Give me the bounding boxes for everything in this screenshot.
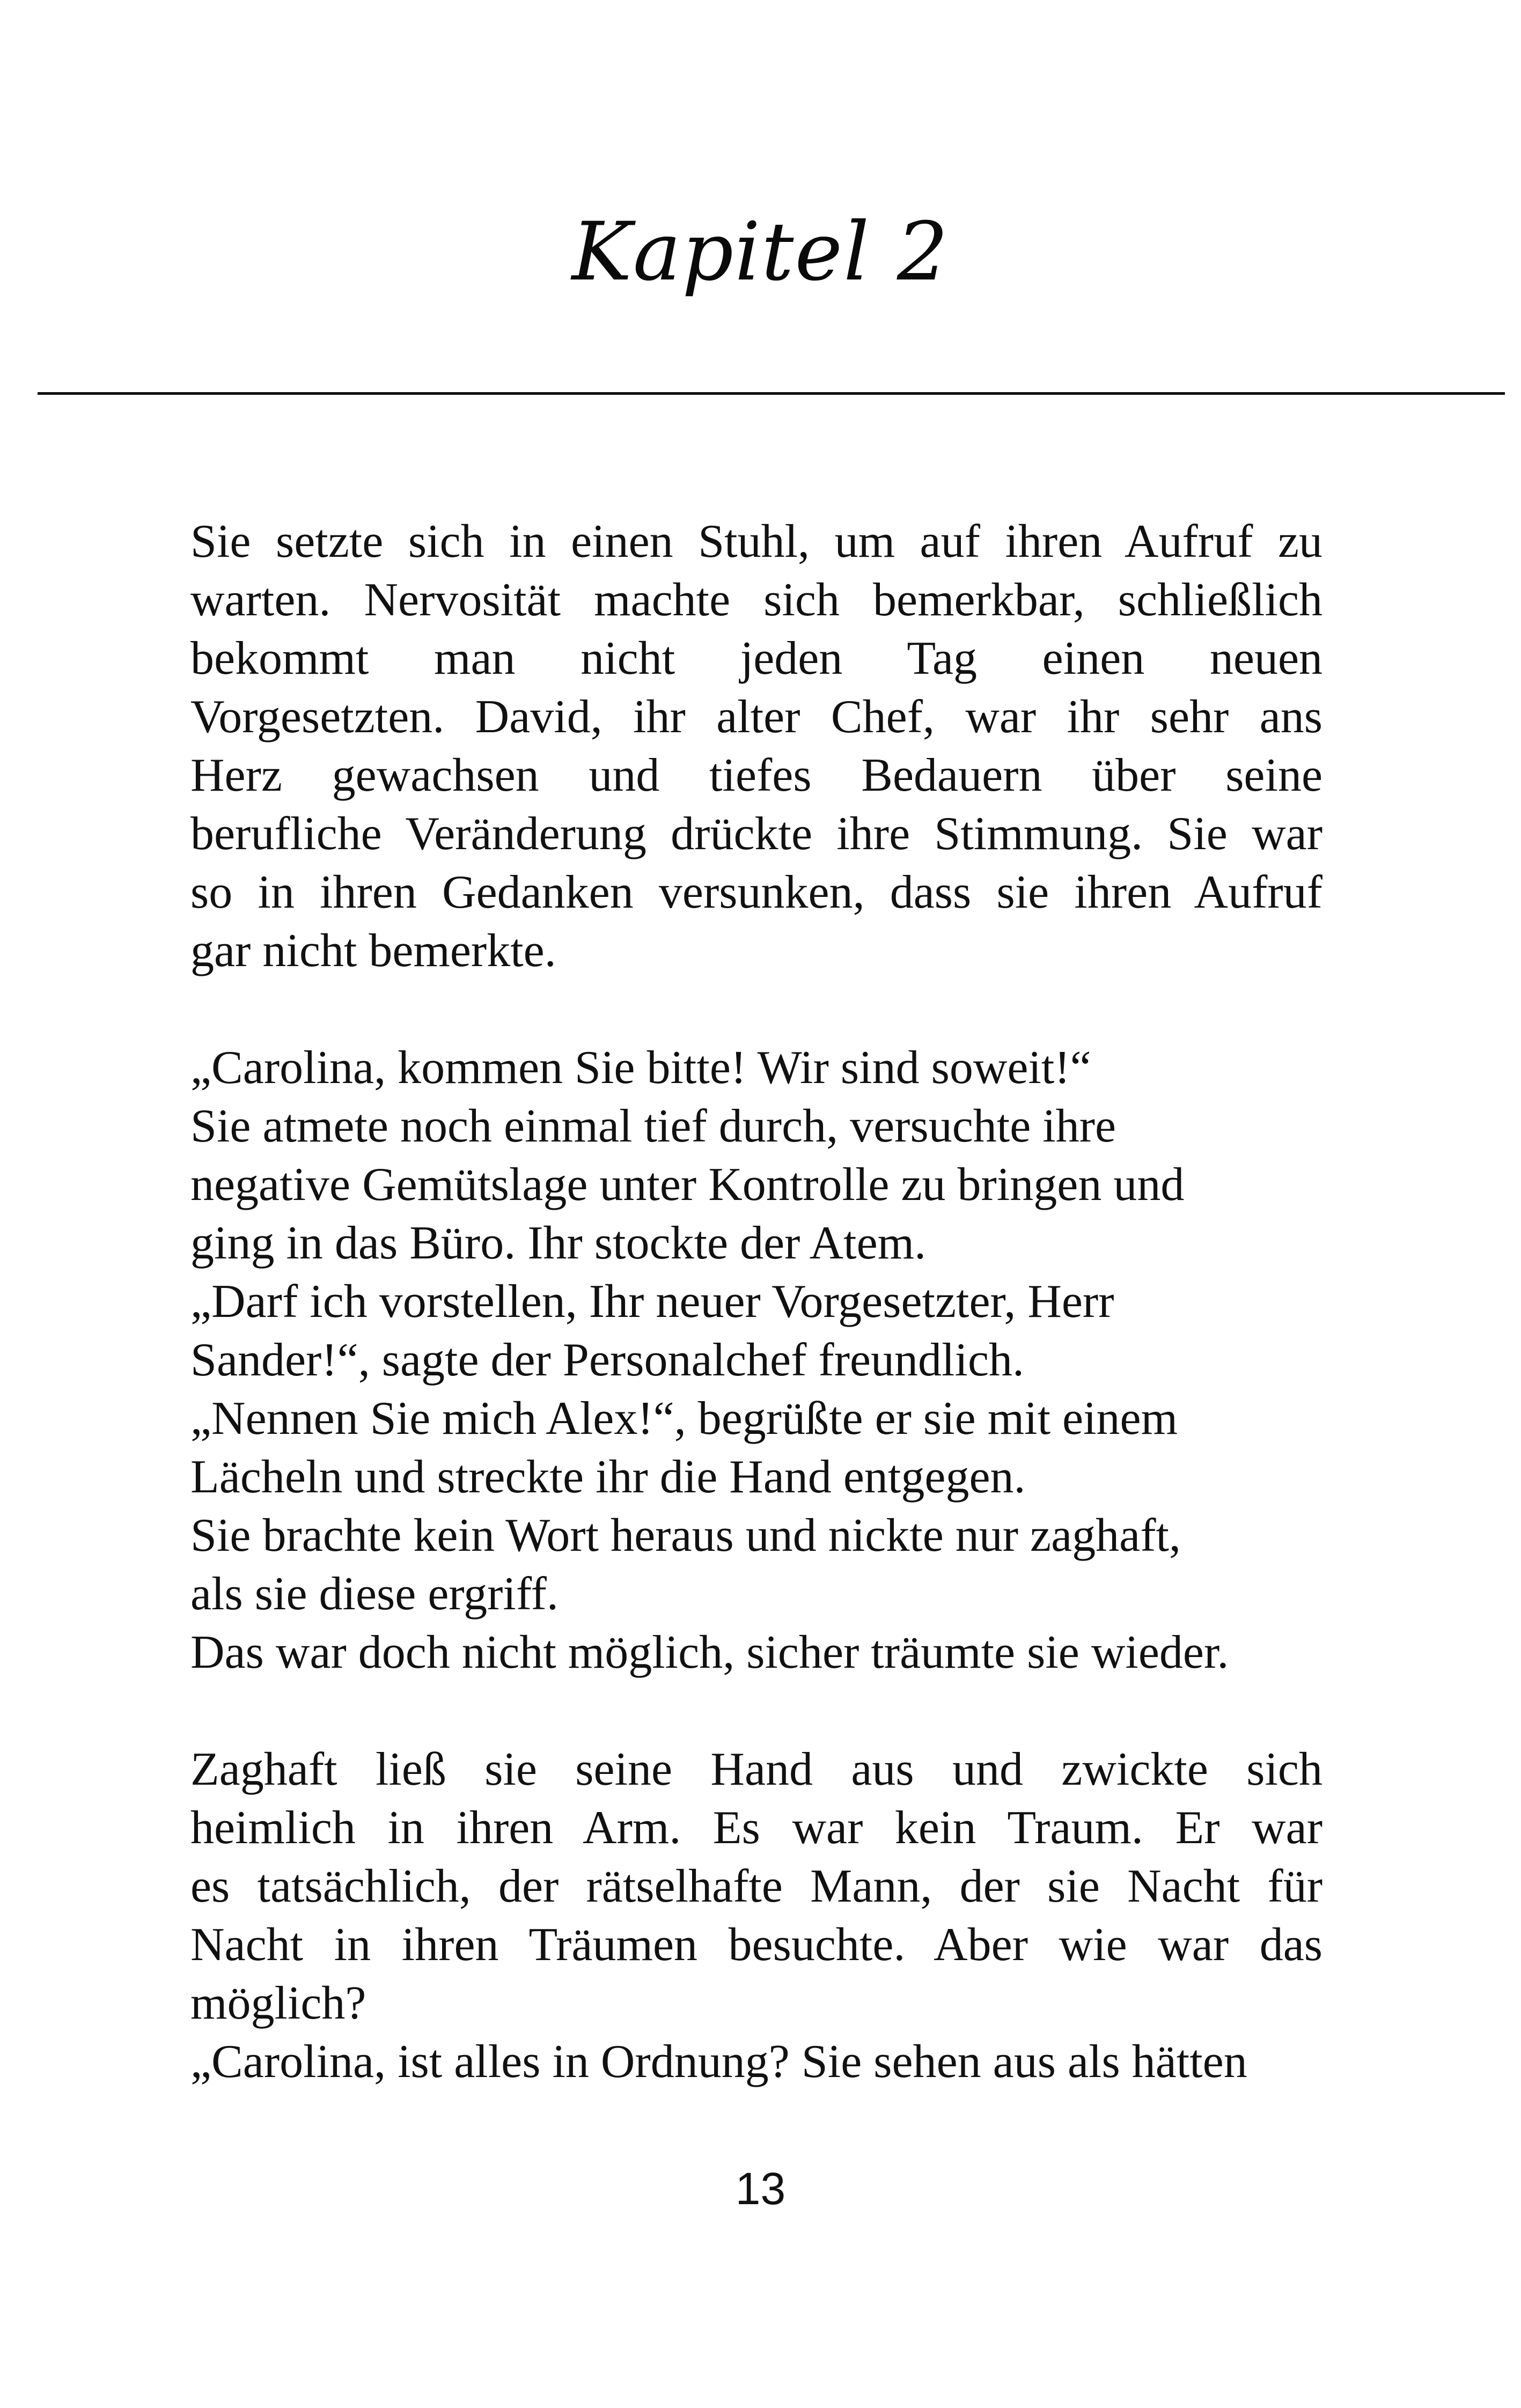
- text-line: als sie diese ergriff.: [190, 1568, 559, 1620]
- text-line: „Carolina, kommen Sie bitte! Wir sind soweit!“: [190, 1042, 1091, 1094]
- title-divider: [38, 392, 1505, 395]
- text-line: Herz gewachsen und tiefes Bedauern über seine: [190, 749, 1322, 801]
- text-line: gar nicht bemerkte.: [190, 925, 556, 977]
- page-number: 13: [735, 2163, 786, 2214]
- text-line: Sie brachte kein Wort heraus und nickte nur zaghaft,: [190, 1509, 1181, 1562]
- text-line: Das war doch nicht möglich, sicher träumte sie wieder.: [190, 1626, 1229, 1678]
- text-line: ging in das Büro. Ihr stockte der Atem.: [190, 1217, 927, 1269]
- paragraph-2: [190, 1039, 1322, 1682]
- text-line: es tatsächlich, der rätselhafte Mann, der sie Nacht für: [190, 1860, 1322, 1912]
- text-line: so in ihren Gedanken versunken, dass sie ihren Aufruf: [190, 866, 1322, 918]
- text-line: warten. Nervosität machte sich bemerkbar, schließlich: [190, 574, 1322, 626]
- text-line: möglich?: [190, 1977, 366, 2029]
- text-line: heimlich in ihren Arm. Es war kein Traum. Er war: [190, 1802, 1322, 1854]
- text-line: bekommt man nicht jeden Tag einen neuen: [190, 632, 1322, 684]
- text-line: „Darf ich vorstellen, Ihr neuer Vorgesetzter, Herr: [190, 1276, 1114, 1328]
- paragraph-1: [190, 512, 1322, 980]
- paragraph-3: [190, 1740, 1322, 2091]
- text-line: Sie setzte sich in einen Stuhl, um auf ihren Aufruf zu: [190, 516, 1322, 568]
- text-line: Vorgesetzten. David, ihr alter Chef, war ihr sehr ans: [190, 691, 1322, 743]
- text-line: „Nennen Sie mich Alex!“, begrüßte er sie mit einem: [190, 1393, 1178, 1445]
- text-line: Nacht in ihren Träumen besuchte. Aber wie war das: [190, 1919, 1322, 1971]
- text-line: „Carolina, ist alles in Ordnung? Sie sehen aus als hätten: [190, 2036, 1247, 2088]
- text-line: Sander!“, sagte der Personalchef freundlich.: [190, 1334, 1025, 1386]
- chapter-title: Kapitel 2: [571, 205, 950, 299]
- text-line: negative Gemütslage unter Kontrolle zu bringen und: [190, 1159, 1185, 1211]
- text-line: Sie atmete noch einmal tief durch, versuchte ihre: [190, 1100, 1116, 1152]
- body-text: [190, 512, 1322, 2091]
- text-line: Zaghaft ließ sie seine Hand aus und zwickte sich: [190, 1743, 1322, 1795]
- text-line: berufliche Veränderung drückte ihre Stimmung. Sie war: [190, 808, 1322, 860]
- text-line: Lächeln und streckte ihr die Hand entgegen.: [190, 1451, 1026, 1503]
